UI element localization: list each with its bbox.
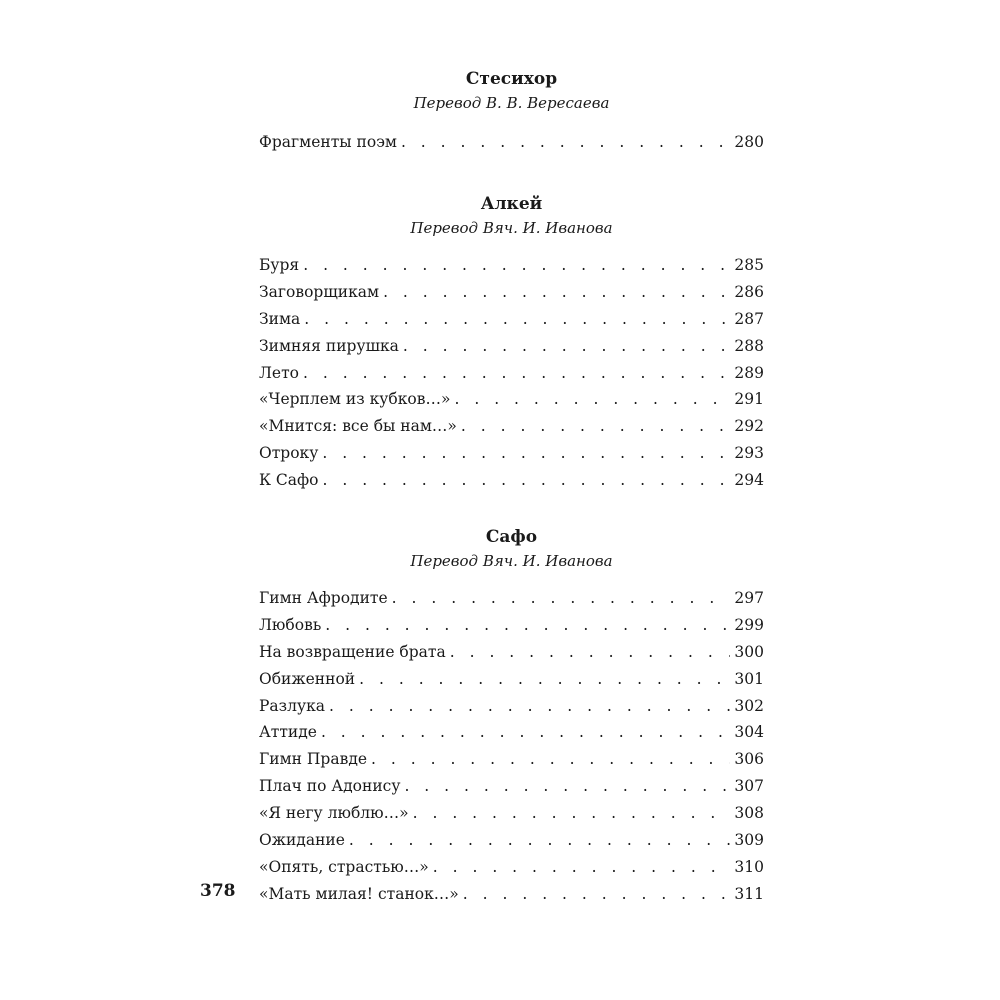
toc-entry-page: 293 — [734, 444, 764, 463]
page-number: 378 — [200, 881, 236, 901]
toc-entry-page: 289 — [734, 363, 764, 382]
toc-entry-page: 311 — [734, 884, 764, 903]
toc-entry[interactable] — [259, 252, 764, 279]
section-author: Сафо — [485, 527, 538, 547]
toc-entry-page: 288 — [734, 336, 764, 355]
toc-entry[interactable] — [259, 827, 764, 854]
toc-entry-title: Ожидание — [259, 831, 345, 850]
toc-entry-page: 307 — [734, 777, 764, 796]
toc-entry-title: Гимн Афродите — [259, 589, 388, 607]
toc-list — [259, 252, 764, 494]
dot-leader — [303, 360, 730, 387]
dot-leader — [383, 279, 730, 306]
dot-leader — [433, 854, 731, 881]
toc-entry-page: 308 — [734, 804, 764, 823]
toc-entry[interactable] — [259, 693, 764, 720]
dot-leader — [463, 881, 731, 908]
dot-leader — [404, 773, 730, 800]
toc-entry[interactable] — [259, 881, 764, 908]
toc-entry-title: «Опять, страстью…» — [259, 857, 429, 876]
toc-entry-title: К Сафо — [259, 471, 319, 490]
toc-entry-page: 297 — [734, 589, 764, 607]
toc-entry-page: 287 — [734, 309, 764, 328]
toc-entry-title: Отроку — [259, 444, 319, 463]
toc-entry[interactable] — [259, 800, 764, 827]
dot-leader — [329, 693, 730, 720]
toc-entry[interactable] — [259, 129, 764, 156]
toc-entry-page: 286 — [734, 282, 764, 301]
toc-entry-title: «Мать милая! станок…» — [259, 884, 459, 903]
dot-leader — [413, 800, 731, 827]
dot-leader — [371, 746, 730, 773]
toc-entry-title: «Черплем из кубков…» — [259, 390, 451, 409]
section-translator: Перевод Вяч. И. Иванова — [410, 552, 613, 570]
dot-leader — [303, 252, 730, 279]
toc-entry[interactable] — [259, 746, 764, 773]
section-alcaeus — [259, 193, 764, 494]
toc-entry-title: Разлука — [259, 696, 326, 715]
toc-entry-page: 302 — [734, 696, 764, 715]
dot-leader — [392, 585, 731, 612]
toc-entry[interactable] — [259, 585, 764, 612]
toc-entry-page: 291 — [734, 390, 764, 409]
toc-entry[interactable] — [259, 639, 764, 666]
section-author: Алкей — [480, 194, 543, 214]
toc-entry-title: Фрагменты поэм — [259, 133, 397, 151]
toc-entry-page: 306 — [734, 750, 764, 769]
toc-list — [259, 585, 764, 908]
dot-leader — [359, 666, 730, 693]
toc-entry[interactable] — [259, 612, 764, 639]
toc-entry-title: «Мнится: все бы нам…» — [259, 417, 457, 436]
dot-leader — [304, 306, 730, 333]
toc-entry[interactable] — [259, 666, 764, 693]
dot-leader — [325, 612, 730, 639]
toc-entry-title: На возвращение брата — [259, 642, 446, 661]
toc-entry-title: Гимн Правде — [259, 750, 368, 769]
toc-entry-page: 285 — [734, 256, 764, 274]
toc-entry-title: Зимняя пирушка — [259, 336, 399, 355]
dot-leader — [461, 413, 730, 440]
toc-entry-page: 299 — [734, 615, 764, 634]
toc-entry-page: 280 — [734, 133, 764, 151]
section-stesichorus — [259, 68, 764, 156]
toc-entry[interactable] — [259, 440, 764, 467]
toc-entry[interactable] — [259, 413, 764, 440]
toc-entry-page: 292 — [734, 417, 764, 436]
section-translator: Перевод Вяч. И. Иванова — [410, 219, 613, 237]
toc-entry[interactable] — [259, 467, 764, 494]
toc-entry[interactable] — [259, 333, 764, 360]
section-sappho — [259, 526, 764, 908]
toc-entry[interactable] — [259, 386, 764, 413]
dot-leader — [454, 386, 730, 413]
dot-leader — [322, 440, 730, 467]
dot-leader — [321, 719, 730, 746]
toc-entry-title: Аттиде — [259, 723, 317, 742]
toc-entry[interactable] — [259, 306, 764, 333]
dot-leader — [403, 333, 731, 360]
toc-entry-title: Плач по Адонису — [259, 777, 401, 796]
section-translator: Перевод В. В. Вересаева — [413, 94, 610, 112]
dot-leader — [323, 467, 731, 494]
section-author: Стесихор — [465, 69, 558, 89]
toc-list — [259, 129, 764, 156]
toc-entry-title: Лето — [259, 363, 300, 382]
toc-entry-title: Заговорщикам — [259, 282, 380, 301]
toc-entry-page: 310 — [734, 857, 764, 876]
toc-entry-page: 301 — [734, 669, 764, 688]
dot-leader — [401, 129, 730, 156]
toc-entry-title: Буря — [259, 256, 300, 274]
toc-entry-page: 309 — [734, 831, 764, 850]
toc-entry-page: 300 — [734, 642, 764, 661]
dot-leader — [450, 639, 731, 666]
toc-entry-page: 304 — [734, 723, 764, 742]
toc-entry-title: Любовь — [259, 615, 322, 634]
toc-entry[interactable] — [259, 773, 764, 800]
toc-entry-title: Зима — [259, 309, 301, 328]
toc-entry-title: Обиженной — [259, 669, 356, 688]
toc-entry[interactable] — [259, 279, 764, 306]
dot-leader — [349, 827, 730, 854]
toc-entry-title: «Я негу люблю…» — [259, 804, 409, 823]
toc-entry-page: 294 — [734, 471, 764, 490]
toc-entry[interactable] — [259, 719, 764, 746]
toc-entry[interactable] — [259, 854, 764, 881]
toc-entry[interactable] — [259, 360, 764, 387]
